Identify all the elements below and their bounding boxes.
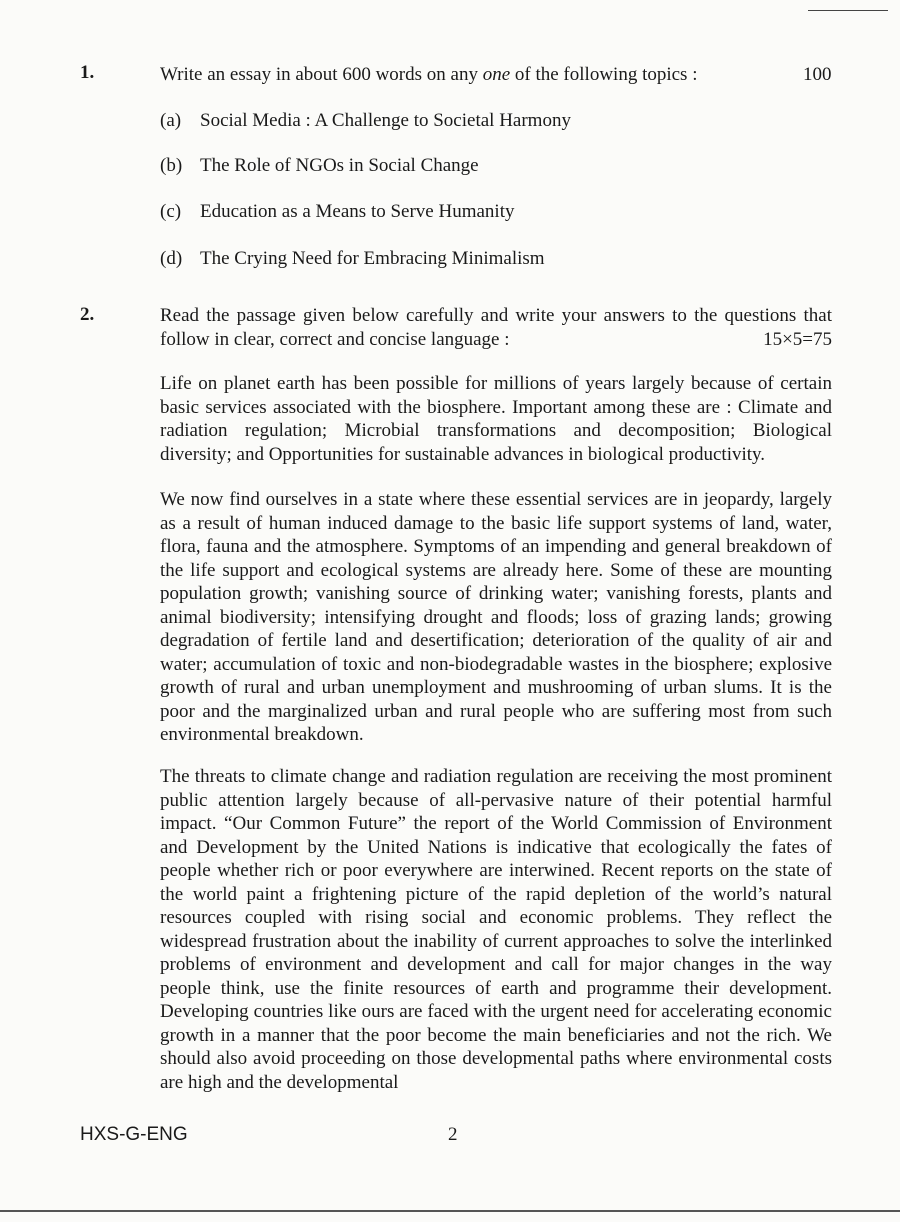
- question-1-marks: 100: [803, 64, 832, 85]
- question-1-number: 1.: [80, 62, 95, 83]
- question-2-prompt: Read the passage given below carefully and write your answers to the questions that follow in clear, correct and concise language :: [160, 305, 832, 350]
- question-1-prompt-suffix: of the following topics :: [510, 64, 698, 85]
- option-c-label: (c): [160, 201, 182, 222]
- top-rule: [808, 10, 888, 11]
- passage-paragraph-2: We now find ourselves in a state where these essential services are in jeopardy, largely as a result of human induced damage to the basic life support systems of land, water, flora, fauna and the atmosphere. Symptoms of an impending and general breakdown of the life support and ecological systems are already here. Some of these are mounting population growth; vanishing source of drinking water; vanishing forests, plants and animal biodiversity; intensifying drought and floods; loss of grazing lands; growing degradation of fertile land and desertification; deterioration of the quality of air and water; accumulation of toxic and non-biodegradable wastes in the biosphere; explosive growth of rural and urban unemployment and mushrooming of urban slums. It is the poor and the marginalized urban and rural people who are suffering most from such environmental breakdown.: [160, 489, 832, 745]
- question-1-prompt-emphasis: one: [482, 64, 511, 85]
- option-d: [160, 248, 545, 270]
- passage-paragraph-3: The threats to climate change and radiation regulation are receiving the most prominent public attention largely because of all-pervasive nature of their potential harmful impact. “Our Common Future” the report of the World Commission of Environment and Development by the United Nations is indicative that ecologically the fates of people whether rich or poor everywhere are interwined. Recent reports on the state of the world paint a frightening picture of the rapid depletion of the world’s natural resources coupled with rising social and economic problems. They reflect the widespread frustration about the inability of current approaches to solve the interlinked problems of environment and development and call for major changes in the way people think, use the finite resources of earth and programme their development. Developing countries like ours are faced with the urgent need for accelerating economic growth in a manner that the poor become the main beneficiaries and not the rich. We should also avoid proceeding on those developmental paths where environmental costs are high and the developmental: [160, 766, 832, 1093]
- question-1-prompt-prefix: Write an essay in about 600 words on any: [160, 64, 483, 85]
- bottom-rule: [0, 1210, 900, 1212]
- option-d-label: (d): [160, 248, 183, 269]
- option-c: [160, 201, 514, 223]
- question-2-number: 2.: [80, 304, 95, 325]
- option-b-text: The Role of NGOs in Social Change: [200, 155, 479, 176]
- option-a: [160, 110, 571, 132]
- option-c-text: Education as a Means to Serve Humanity: [200, 201, 515, 222]
- question-1-prompt: [160, 64, 697, 86]
- option-a-label: (a): [160, 110, 182, 131]
- question-2-prompt-block: [160, 304, 832, 351]
- passage-paragraph-1: Life on planet earth has been possible for millions of years largely because of certain basic services associated with the biosphere. Important among these are : Climate and radiation regulation; Microbial transformations and decomposition; Biological diversity; and Opportunities for sustainable advances in biological productivity.: [160, 373, 832, 465]
- page-number: 2: [448, 1124, 458, 1145]
- paper-code: HXS-G-ENG: [80, 1124, 188, 1145]
- option-a-text: Social Media : A Challenge to Societal Harmony: [200, 110, 571, 131]
- option-d-text: The Crying Need for Embracing Minimalism: [200, 248, 545, 269]
- option-b: [160, 155, 479, 177]
- option-b-label: (b): [160, 155, 183, 176]
- question-2-marks: 15×5=75: [763, 328, 832, 350]
